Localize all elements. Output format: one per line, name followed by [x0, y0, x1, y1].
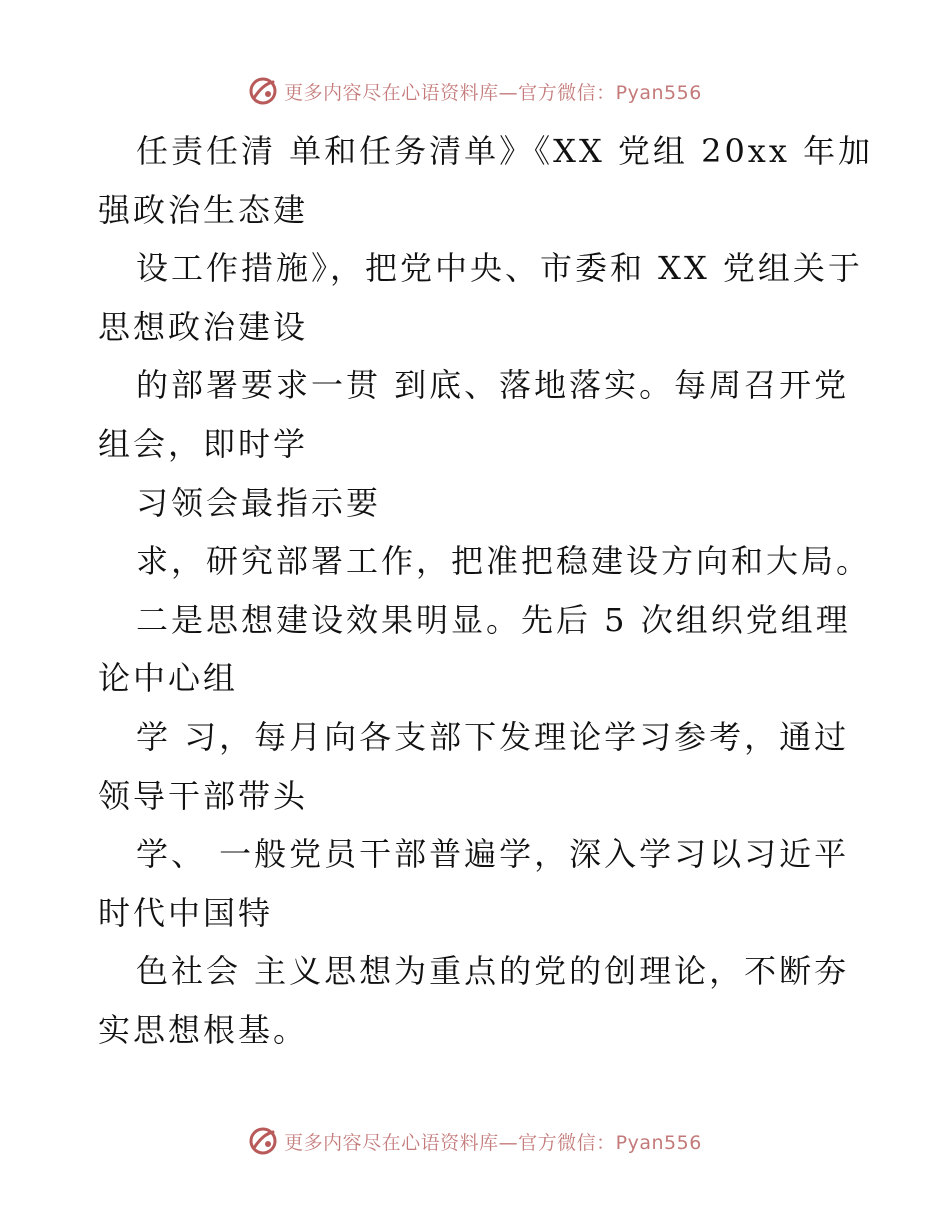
text-line: 设工作措施》，把党中央、市委和 XX 党组关于	[136, 249, 863, 288]
text-line: 的部署要求一贯 到底、落地落实。每周召开党	[136, 366, 850, 405]
ink-brush-logo-icon	[248, 76, 278, 106]
text-line: 强政治生态建	[98, 190, 309, 229]
text-line: 实思想根基。	[98, 1010, 309, 1049]
footer-watermark	[0, 1124, 950, 1158]
text-line: 二是思想建设效果明显。先后 5 次组织党组理	[136, 600, 851, 639]
text-line: 求，研究部署工作，把准把稳建设方向和大局。	[136, 542, 872, 581]
text-line: 色社会 主义思想为重点的党的创理论，不断夯	[136, 952, 850, 991]
text-line: 任责任清 单和任务清单》《XX 党组 20xx 年加	[136, 132, 874, 170]
watermark-text: 更多内容尽在心语资料库—官方微信：Pyan556	[284, 1131, 702, 1154]
text-line: 领导干部带头	[98, 776, 309, 815]
text-line: 论中心组	[98, 659, 239, 698]
watermark-text: 更多内容尽在心语资料库—官方微信：Pyan556	[284, 81, 702, 104]
text-line: 习领会最指示要	[136, 483, 382, 522]
text-line: 时代中国特	[98, 893, 274, 932]
text-line: 思想政治建设	[98, 307, 309, 346]
text-line: 学、 一般党员干部普遍学，深入学习以习近平	[136, 835, 850, 874]
ink-brush-logo-icon	[248, 1126, 278, 1156]
text-line: 学 习，每月向各支部下发理论学习参考，通过	[136, 717, 850, 756]
header-watermark	[0, 74, 950, 108]
document-body	[98, 122, 874, 1060]
text-line: 组会，即时学	[98, 424, 309, 463]
